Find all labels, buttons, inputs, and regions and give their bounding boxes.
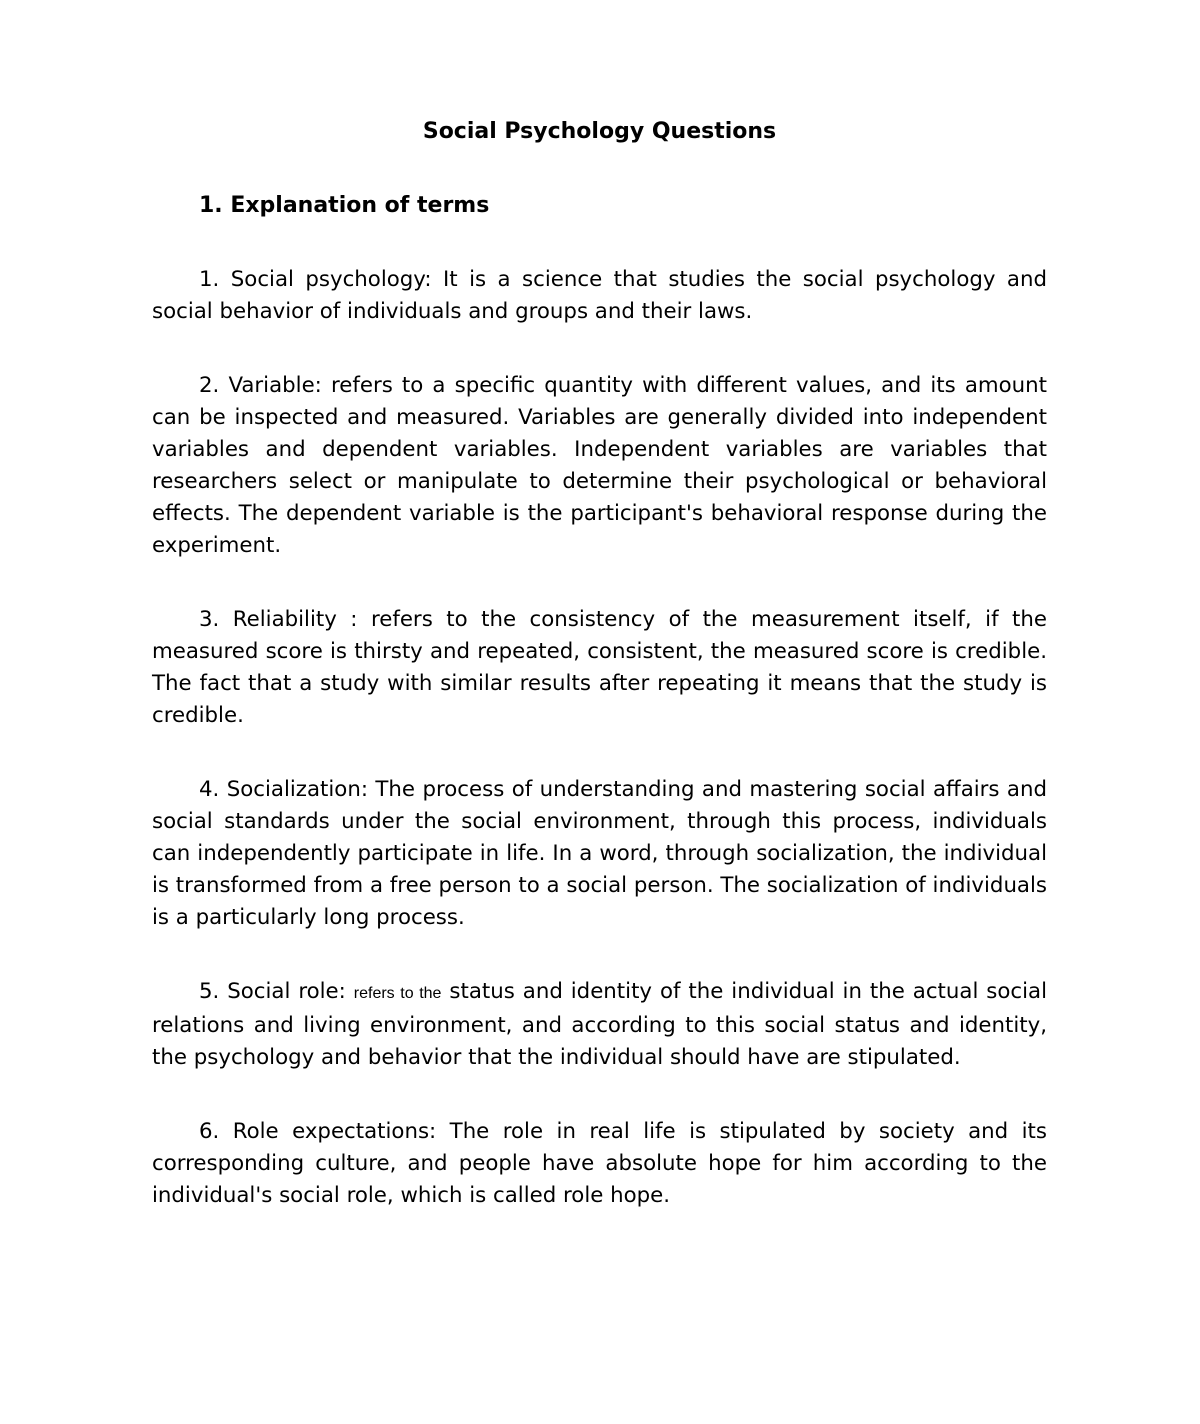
term-variable: 2. Variable: refers to a specific quantity with different values, and its amount can be inspected and measured. Variables are generally divided into independent variables and dependent variables. Independent variables are variables that researchers select or manipulate to determine their psychological or behavioral effects. The dependent variable is the participant's behavioral response during the experiment. [152,373,1047,558]
term-role-expectations: 6. Role expectations: The role in real life is stipulated by society and its corresponding culture, and people have absolute hope for him according to the individual's social role, which is called role hope. [152,1119,1047,1208]
term-social-role-small-text: refers to the [353,985,442,1002]
document-page [152,116,1047,1254]
document-title: Social Psychology Questions [422,119,777,144]
term-social-role [152,976,1047,1074]
term-social-role-rest: status and identity of the individual in the actual social relations and living environment, and according to this social status and identity, the psychology and behavior that the individual should have are stipulated. [152,979,1048,1070]
section-heading: 1. Explanation of terms [199,193,490,218]
term-social-psychology: 1. Social psychology: It is a science that studies the social psychology and social behavior of individuals and groups and their laws. [152,267,1047,324]
term-reliability: 3. Reliability : refers to the consistency of the measurement itself, if the measured score is thirsty and repeated, consistent, the measured score is credible. The fact that a study with similar results after repeating it means that the study is credible. [152,607,1047,728]
term-socialization: 4. Socialization: The process of understanding and mastering social affairs and social standards under the social environment, through this process, individuals can independently participate in life. In a word, through socialization, the individual is transformed from a free person to a social person. The socialization of individuals is a particularly long process. [152,777,1047,930]
term-social-role-lead: 5. Social role: [199,979,354,1004]
